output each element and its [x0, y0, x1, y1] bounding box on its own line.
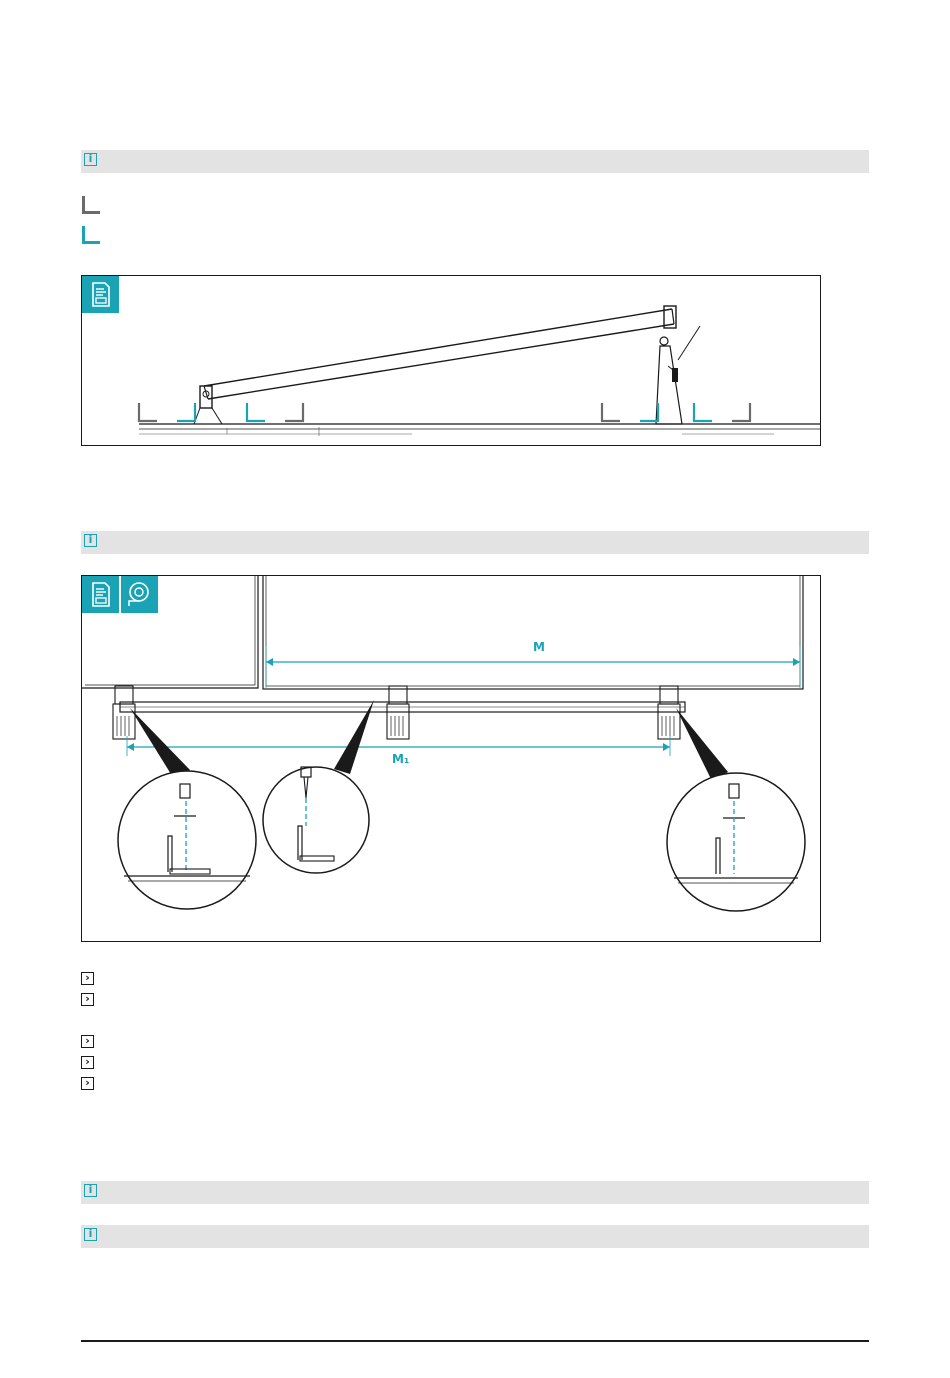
footer-rule [81, 1340, 869, 1342]
dimension-m1-label: M₁ [392, 752, 410, 766]
chevron-right-icon: › [81, 972, 94, 985]
chevron-right-icon: › [81, 993, 94, 1006]
legend-mark-blue-bracket-icon [82, 226, 100, 244]
chevron-right-icon: › [81, 1056, 94, 1069]
note-bar [81, 150, 869, 173]
figure-top-view [81, 575, 821, 942]
info-icon: i [84, 534, 97, 547]
legend-mark-gray-bracket-icon [82, 196, 100, 214]
dimension-m-label: M [533, 640, 545, 654]
info-icon: i [84, 153, 97, 166]
chevron-right-icon: › [81, 1035, 94, 1048]
note-bar [81, 531, 869, 554]
top-view-drawing [82, 576, 821, 942]
side-view-drawing [82, 276, 821, 446]
note-bar [81, 1225, 869, 1248]
info-icon: i [84, 1228, 97, 1241]
note-bar [81, 1181, 869, 1204]
figure-side-view [81, 275, 821, 446]
info-icon: i [84, 1184, 97, 1197]
chevron-right-icon: › [81, 1077, 94, 1090]
